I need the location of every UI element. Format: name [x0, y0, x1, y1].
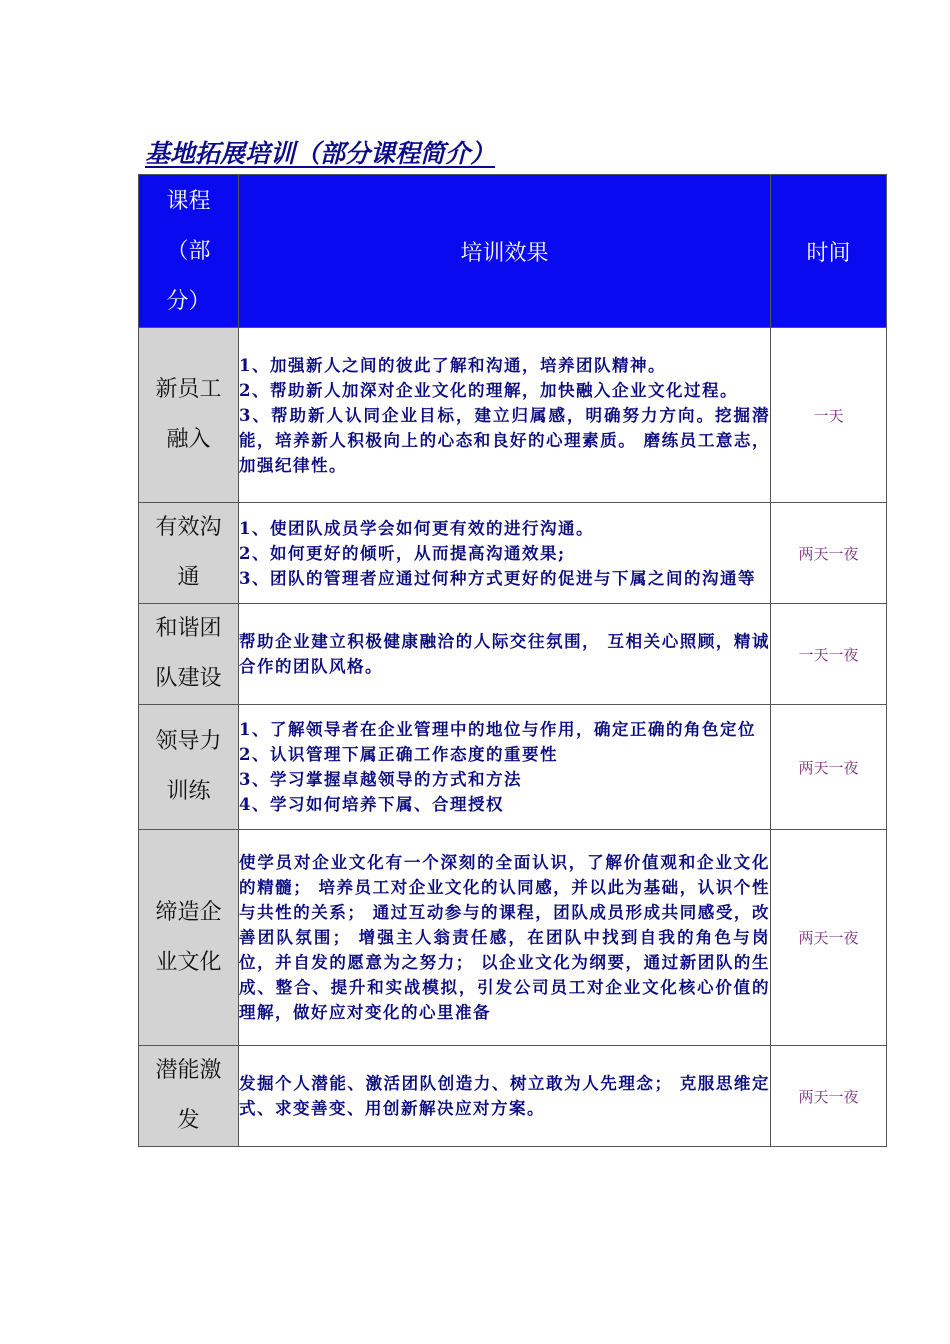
table-row — [139, 705, 887, 830]
course-time: 两天一夜 — [771, 830, 887, 1046]
document-title: 基地拓展培训（部分课程简介） — [145, 139, 496, 168]
course-name — [139, 328, 239, 503]
course-name-line: 业文化 — [155, 949, 222, 975]
table-header-row — [139, 175, 887, 328]
course-effect — [239, 705, 771, 830]
course-name-line: 领导力 — [155, 729, 222, 754]
header-course — [139, 175, 239, 328]
effect-line: 1、使团队成员学会如何更有效的进行沟通。 — [239, 518, 594, 538]
header-effect: 培训效果 — [239, 175, 771, 328]
effect-line: 使学员对企业文化有一个深刻的全面认识，了解价值观和企业文化的精髓； 培养员工对企业文化的认同感，并以此为基础，认识个性与共性的关系； 通过互动参与的课程，团队成员形成共同感受，改善团队氛围； 增强主人翁责任感，在团队中找到自我的角色与岗位，并自发的愿意为之努力； 以企业文化为纲要，通过新团队的生成、整合、提升和实战模拟，引发公司员工对企业文化核心价值的理解，做好应对变化的心里准备 — [239, 853, 770, 1022]
course-name — [139, 830, 239, 1046]
course-name — [139, 1046, 239, 1147]
course-name-line: 队建设 — [155, 666, 222, 691]
header-course-line: （部 — [166, 239, 211, 264]
course-time: 两天一夜 — [771, 705, 887, 830]
course-name-line: 融入 — [166, 427, 211, 452]
course-time: 两天一夜 — [771, 1046, 887, 1147]
course-name-line: 新员工 — [155, 377, 222, 402]
effect-line: 4、学习如何培养下属、合理授权 — [239, 795, 504, 814]
table-row — [139, 830, 887, 1046]
course-name-line: 发 — [177, 1108, 200, 1133]
course-effect — [239, 503, 771, 604]
course-name-line: 有效沟 — [155, 515, 222, 540]
course-effect — [239, 328, 771, 503]
effect-line: 1、了解领导者在企业管理中的地位与作用，确定正确的角色定位 — [239, 720, 756, 739]
course-time: 一天 — [771, 328, 887, 503]
course-name — [139, 604, 239, 705]
effect-line: 帮助企业建立积极健康融洽的人际交往氛围， 互相关心照顾，精诚合作的团队风格。 — [239, 632, 770, 676]
course-time: 两天一夜 — [771, 503, 887, 604]
table-row — [139, 503, 887, 604]
table-row — [139, 1046, 887, 1147]
course-name-line: 通 — [177, 565, 200, 590]
header-course-line: 课程 — [166, 189, 211, 214]
effect-line: 2、帮助新人加深对企业文化的理解，加快融入企业文化过程。 — [239, 380, 738, 400]
course-effect — [239, 604, 771, 705]
effect-line: 3、帮助新人认同企业目标，建立归属感，明确努力方向。挖掘潜能，培养新人积极向上的心态和良好的心理素质。 磨练员工意志，加强纪律性。 — [239, 405, 770, 475]
course-name-line: 训练 — [166, 779, 211, 804]
effect-line: 1、加强新人之间的彼此了解和沟通，培养团队精神。 — [239, 355, 666, 375]
course-time: 一天一夜 — [771, 604, 887, 705]
course-name-line: 和谐团 — [155, 616, 222, 641]
effect-line: 发掘个人潜能、激活团队创造力、树立敢为人先理念； 克服思维定式、求变善变、用创新解决应对方案。 — [239, 1074, 770, 1118]
header-course-line: 分） — [166, 289, 211, 314]
course-effect — [239, 1046, 771, 1147]
table-row — [139, 328, 887, 503]
course-name-line: 缔造企 — [155, 899, 222, 925]
effect-line: 2、认识管理下属正确工作态度的重要性 — [239, 745, 558, 764]
table-row — [139, 604, 887, 705]
effect-line: 3、团队的管理者应通过何种方式更好的促进与下属之间的沟通等 — [239, 568, 756, 588]
effect-line: 2、如何更好的倾听，从而提高沟通效果; — [239, 543, 566, 563]
course-table — [138, 174, 887, 1147]
effect-line: 3、学习掌握卓越领导的方式和方法 — [239, 770, 522, 789]
course-name — [139, 705, 239, 830]
course-name-line: 潜能激 — [155, 1058, 222, 1083]
course-name — [139, 503, 239, 604]
course-effect — [239, 830, 771, 1046]
header-time: 时间 — [771, 175, 887, 328]
